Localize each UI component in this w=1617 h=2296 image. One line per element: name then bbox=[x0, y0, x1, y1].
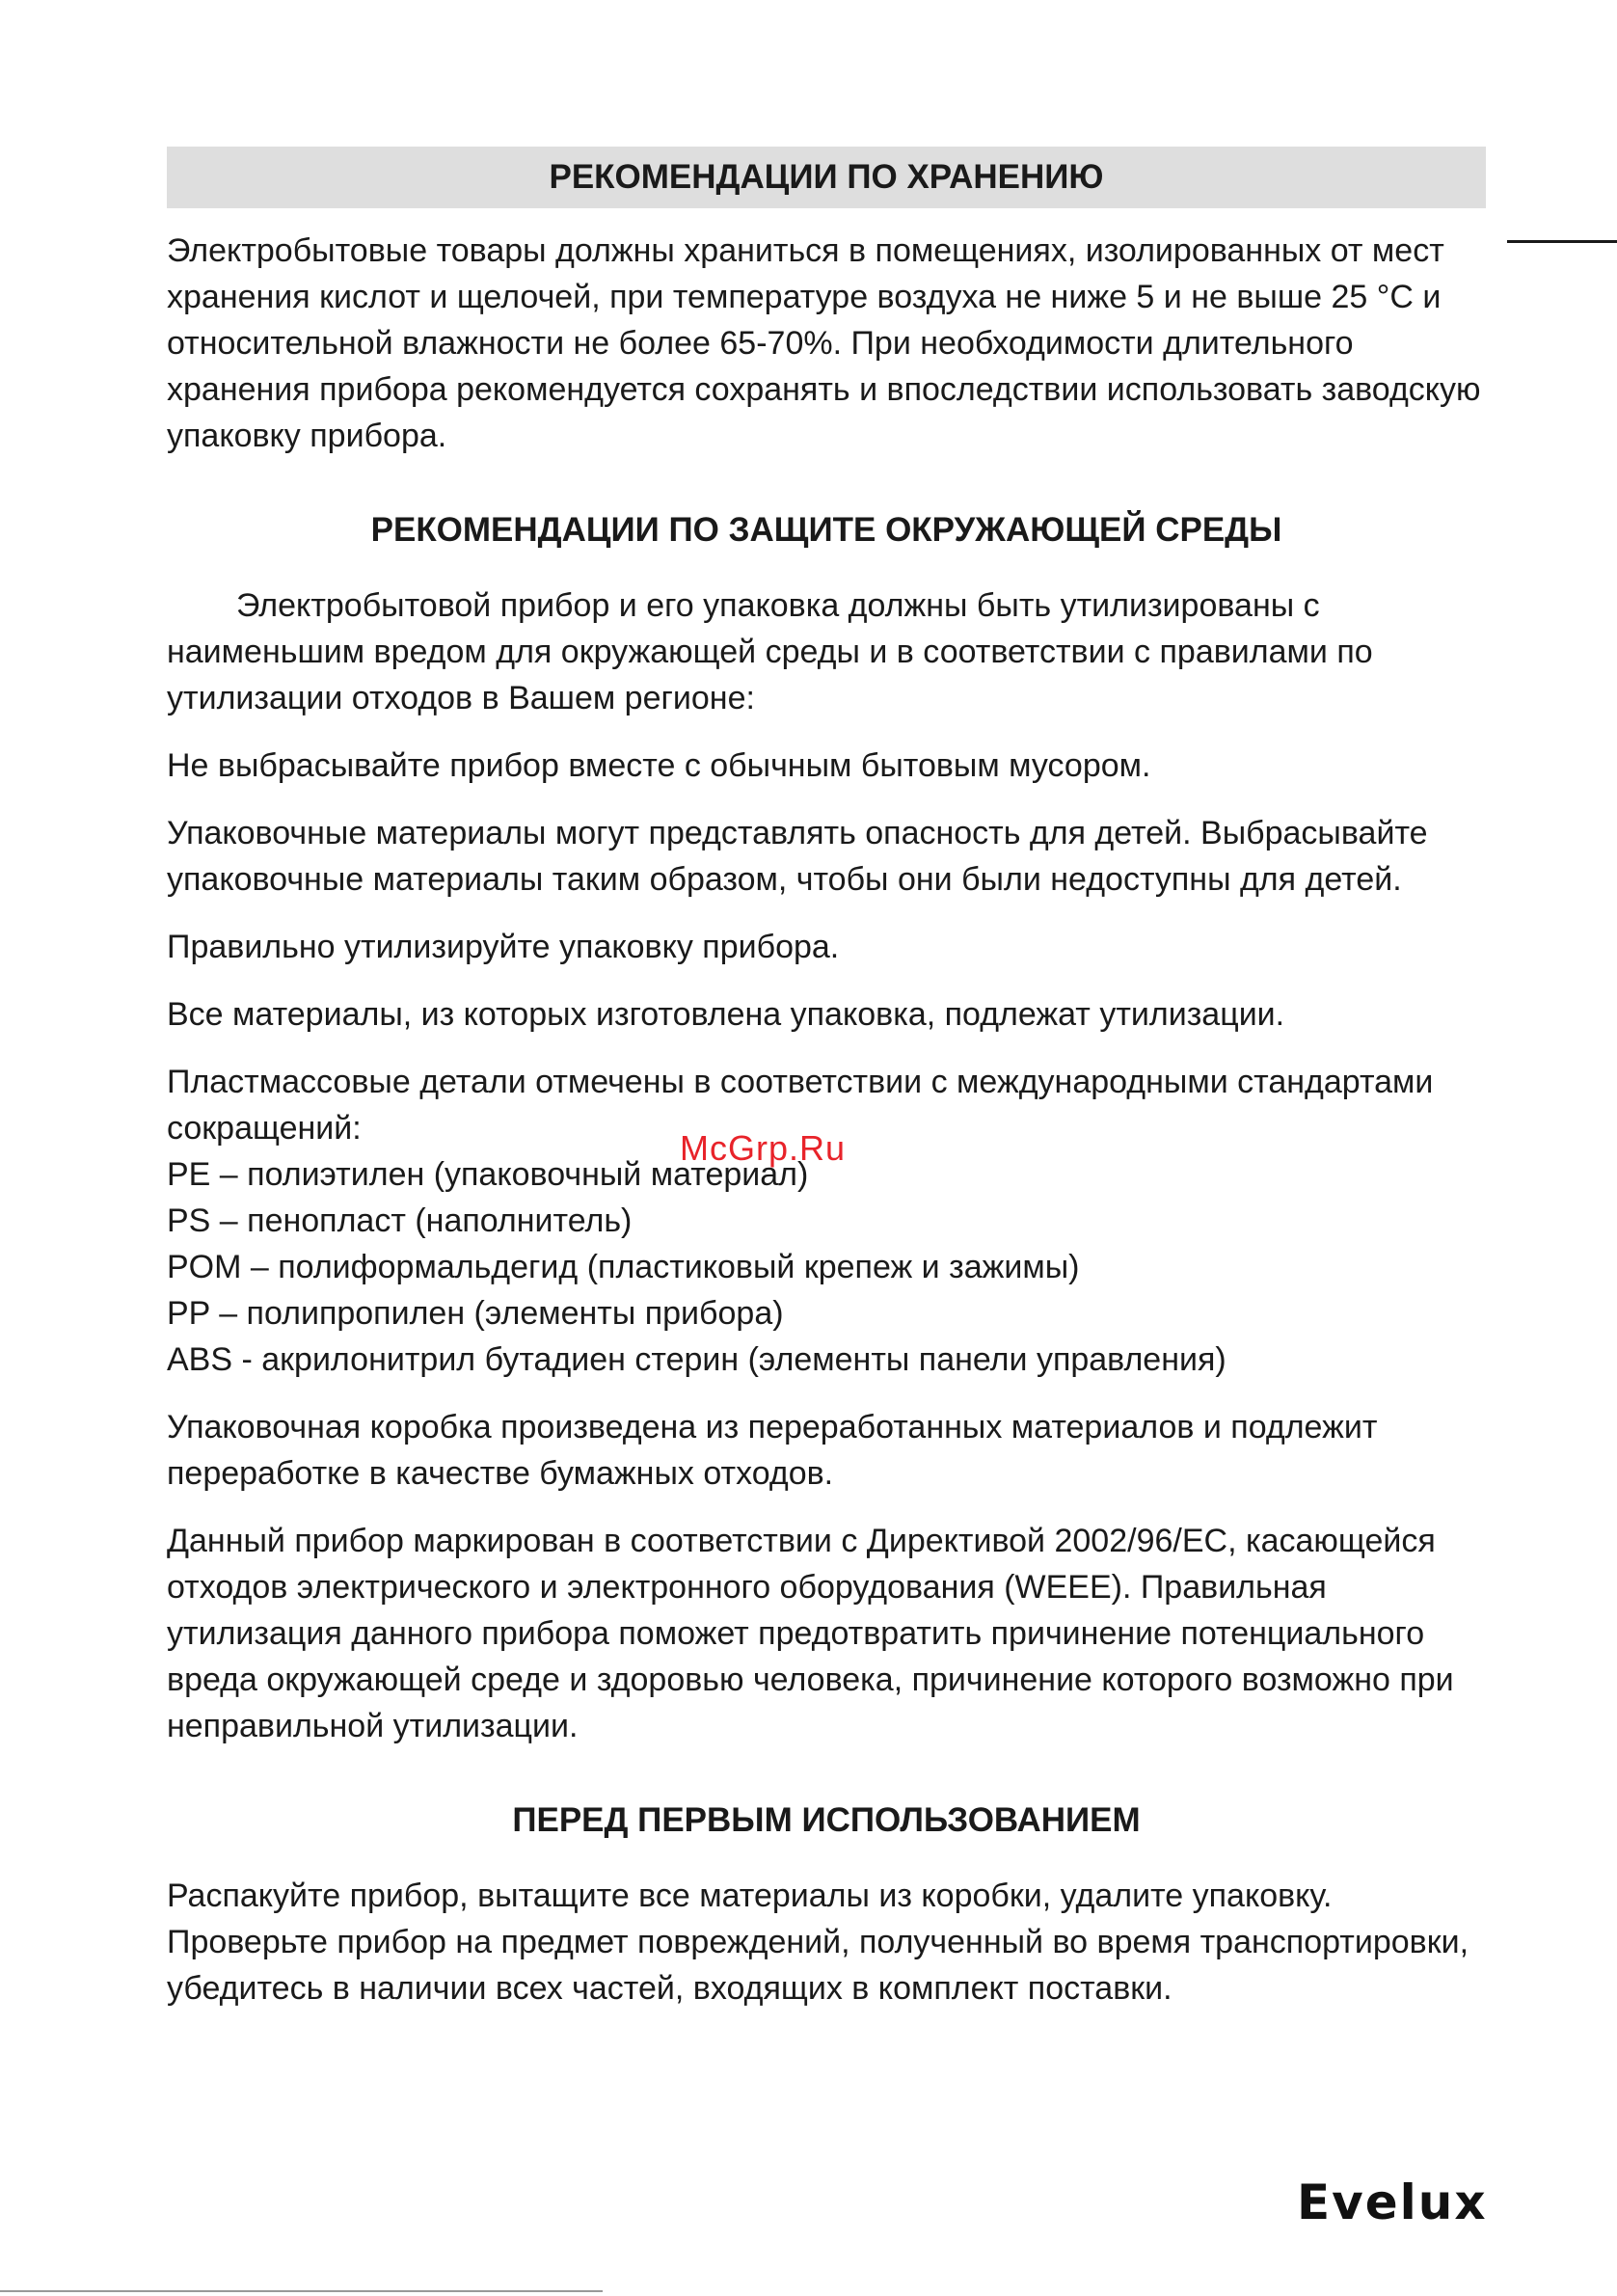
environment-paragraph-5: Пластмассовые детали отмечены в соответствии с международными стандартами сокращений: bbox=[167, 1064, 1434, 1147]
environment-paragraph-4: Все материалы, из которых изготовлена упаковка, подлежат утилизации. bbox=[167, 996, 1285, 1033]
brand-logo: Evelux bbox=[1297, 2174, 1488, 2230]
bottom-rule bbox=[0, 2290, 603, 2292]
material-item-ps: PS – пенопласт (наполнитель) bbox=[167, 1202, 633, 1239]
environment-paragraph-6: Упаковочная коробка произведена из переработанных материалов и подлежит переработке в качестве бумажных отходов. bbox=[167, 1409, 1378, 1492]
side-rule bbox=[1507, 240, 1617, 243]
environment-title: РЕКОМЕНДАЦИИ ПО ЗАЩИТЕ ОКРУЖАЮЩЕЙ СРЕДЫ bbox=[370, 511, 1282, 549]
environment-paragraph-2: Упаковочные материалы могут представлять опасность для детей. Выбрасывайте упаковочные материалы таким образом, чтобы они были недоступны для детей. bbox=[167, 815, 1428, 898]
storage-title: РЕКОМЕНДАЦИИ ПО ХРАНЕНИЮ bbox=[167, 147, 1486, 208]
environment-paragraph-1: Не выбрасывайте прибор вместе с обычным бытовым мусором. bbox=[167, 747, 1151, 784]
material-item-pe: PE – полиэтилен (упаковочный материал) bbox=[167, 1156, 809, 1193]
materials-block bbox=[167, 1059, 1486, 1383]
environment-intro: Электробытовой прибор и его упаковка должны быть утилизированы с наименьшим вредом для окружающей среды и в соответствии с правилами по утилизации отходов в Вашем регионе: bbox=[167, 587, 1373, 716]
environment-paragraph-7: Данный прибор маркирован в соответствии с Директивой 2002/96/ЕС, касающейся отходов электрического и электронного оборудования (WEEE). Правильная утилизация данного прибора поможет предотвратить причинение потенциального вреда окружающей среде и здоровью человека, причинение которого возможно при неправильной утилизации. bbox=[167, 1523, 1454, 1744]
material-item-pp: PP – полипропилен (элементы прибора) bbox=[167, 1295, 784, 1332]
watermark: McGrp.Ru bbox=[680, 1128, 847, 1168]
first-use-text: Распакуйте прибор, вытащите все материалы из коробки, удалите упаковку. Проверьте прибор на предмет повреждений, полученный во время транспортировки, убедитесь в наличии всех частей, входящих в комплект поставки. bbox=[167, 1877, 1469, 2007]
environment-paragraph-3: Правильно утилизируйте упаковку прибора. bbox=[167, 929, 840, 965]
page-content bbox=[167, 147, 1486, 2033]
first-use-title: ПЕРЕД ПЕРВЫМ ИСПОЛЬЗОВАНИЕМ bbox=[512, 1801, 1141, 1839]
material-item-pom: POM – полиформальдегид (пластиковый крепеж и зажимы) bbox=[167, 1249, 1080, 1285]
material-item-abs: ABS - акрилонитрил бутадиен стерин (элементы панели управления) bbox=[167, 1341, 1226, 1378]
storage-text: Электробытовые товары должны храниться в помещениях, изолированных от мест хранения кислот и щелочей, при температуре воздуха не ниже 5 и не выше 25 °С и относительной влажности не более 65-70%. При необходимости длительного хранения прибора рекомендуется сохранять и впоследствии использовать заводскую упаковку прибора. bbox=[167, 232, 1481, 454]
